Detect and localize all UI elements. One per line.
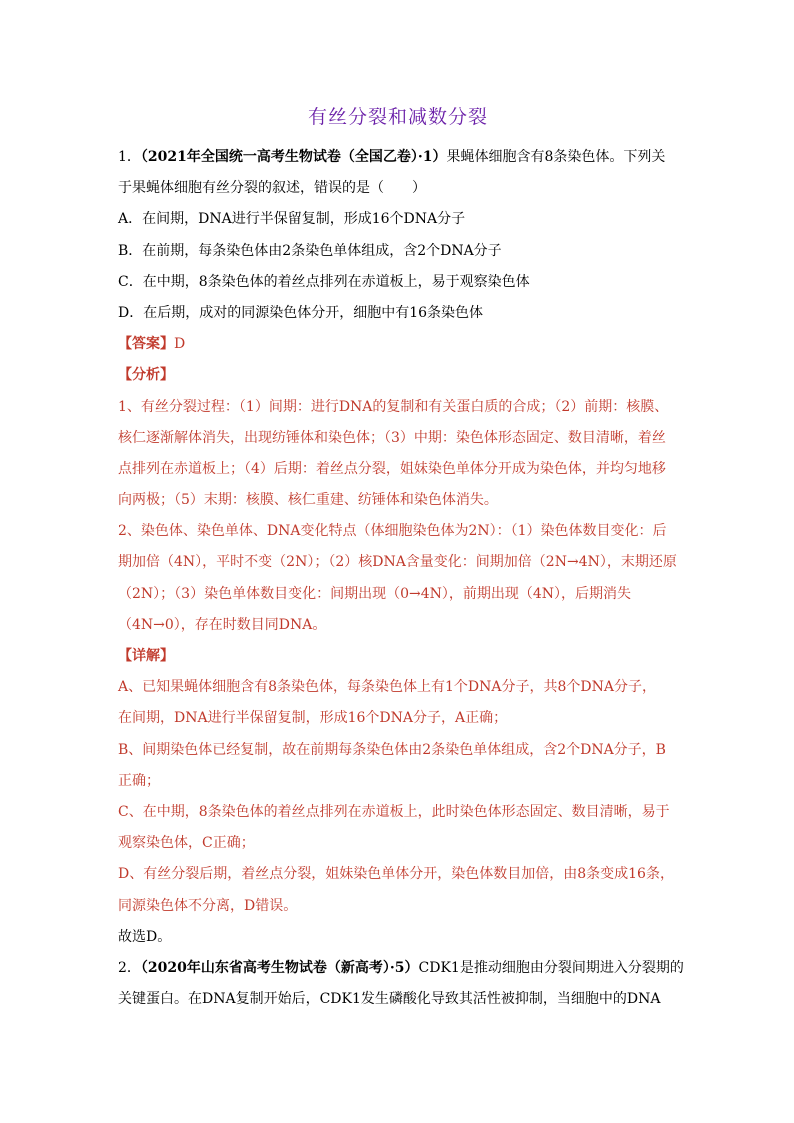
detail-line: 正确；: [118, 772, 160, 789]
analysis-line: 期加倍（4N），平时不变（2N）；（2）核DNA含量变化：间期加倍（2N→4N），末期还原: [118, 554, 677, 571]
detail-line: A、已知果蝇体细胞含有8条染色体，每条染色体上有1个DNA分子，共8个DNA分子，: [118, 679, 657, 696]
analysis-line: 核仁逐渐解体消失，出现纺锤体和染色体；（3）中期：染色体形态固定、数目清晰，着丝: [118, 429, 666, 446]
detail-line: B、间期染色体已经复制，故在前期每条染色体由2条染色单体组成，含2个DNA分子，B: [118, 741, 666, 758]
question-1-stem: [118, 142, 678, 173]
answer-label: 【答案】: [118, 336, 174, 353]
analysis-line: （2N）；（3）染色单体数目变化：间期出现（0→4N），前期出现（4N），后期消失: [118, 585, 632, 602]
question-2-stem: [118, 953, 684, 984]
question-source: （2020年山东省高考生物试卷（新高考）·5）: [140, 959, 419, 976]
question-1-stem-cont: 于果蝇体细胞有丝分裂的叙述，错误的是（ ）: [118, 180, 426, 197]
analysis-line: 点排列在赤道板上；（4）后期：着丝点分裂，姐妹染色单体分开成为染色体，并均匀地移: [118, 460, 666, 477]
analysis-line: 2、染色体、染色单体、DNA变化特点（体细胞染色体为2N）：（1）染色体数目变化：后: [118, 523, 667, 540]
analysis-label: 【分析】: [118, 367, 174, 384]
detail-line: C、在中期，8条染色体的着丝点排列在赤道板上，此时染色体形态固定、数目清晰，易于: [118, 803, 670, 820]
document-body: [118, 142, 684, 1015]
question-number: 1．: [118, 149, 141, 165]
conclusion: 故选D。: [118, 928, 172, 945]
detail-label: 【详解】: [118, 648, 174, 664]
option-a: A．在间期，DNA进行半保留复制，形成16个DNA分子: [118, 211, 466, 228]
analysis-line: 1、有丝分裂过程：（1）间期：进行DNA的复制和有关蛋白质的合成；（2）前期：核膜、: [118, 398, 669, 415]
analysis-line: （4N→0），存在时数目同DNA。: [118, 616, 327, 633]
question-stem-text: 果蝇体细胞含有8条染色体。下列关: [446, 149, 666, 165]
question-2-stem-cont: 关键蛋白。在DNA复制开始后，CDK1发生磷酸化导致其活性被抑制，当细胞中的DNA: [118, 991, 661, 1008]
detail-line: D、有丝分裂后期，着丝点分裂，姐妹染色单体分开，染色体数目加倍，由8条变成16条，: [118, 866, 674, 883]
answer-value: D: [174, 336, 186, 353]
question-number: 2．: [118, 959, 141, 976]
detail-line: 同源染色体不分离，D错误。: [118, 897, 298, 914]
detail-line: 观察染色体，C正确；: [118, 835, 255, 852]
question-stem-text: CDK1是推动细胞由分裂间期进入分裂期的: [418, 959, 684, 976]
detail-line: 在间期，DNA进行半保留复制，形成16个DNA分子，A正确；: [118, 710, 508, 727]
answer-line: [118, 329, 678, 360]
page-title: 有丝分裂和减数分裂: [307, 106, 488, 128]
option-d: D．在后期，成对的同源染色体分开，细胞中有16条染色体: [118, 304, 484, 321]
question-source: （2021年全国统一高考生物试卷（全国乙卷）·1）: [140, 149, 447, 165]
option-b: B．在前期，每条染色体由2条染色单体组成，含2个DNA分子: [118, 242, 502, 259]
option-c: C．在中期，8条染色体的着丝点排列在赤道板上，易于观察染色体: [118, 273, 530, 290]
analysis-line: 向两极；（5）末期：核膜、核仁重建、纺锤体和染色体消失。: [118, 492, 498, 509]
